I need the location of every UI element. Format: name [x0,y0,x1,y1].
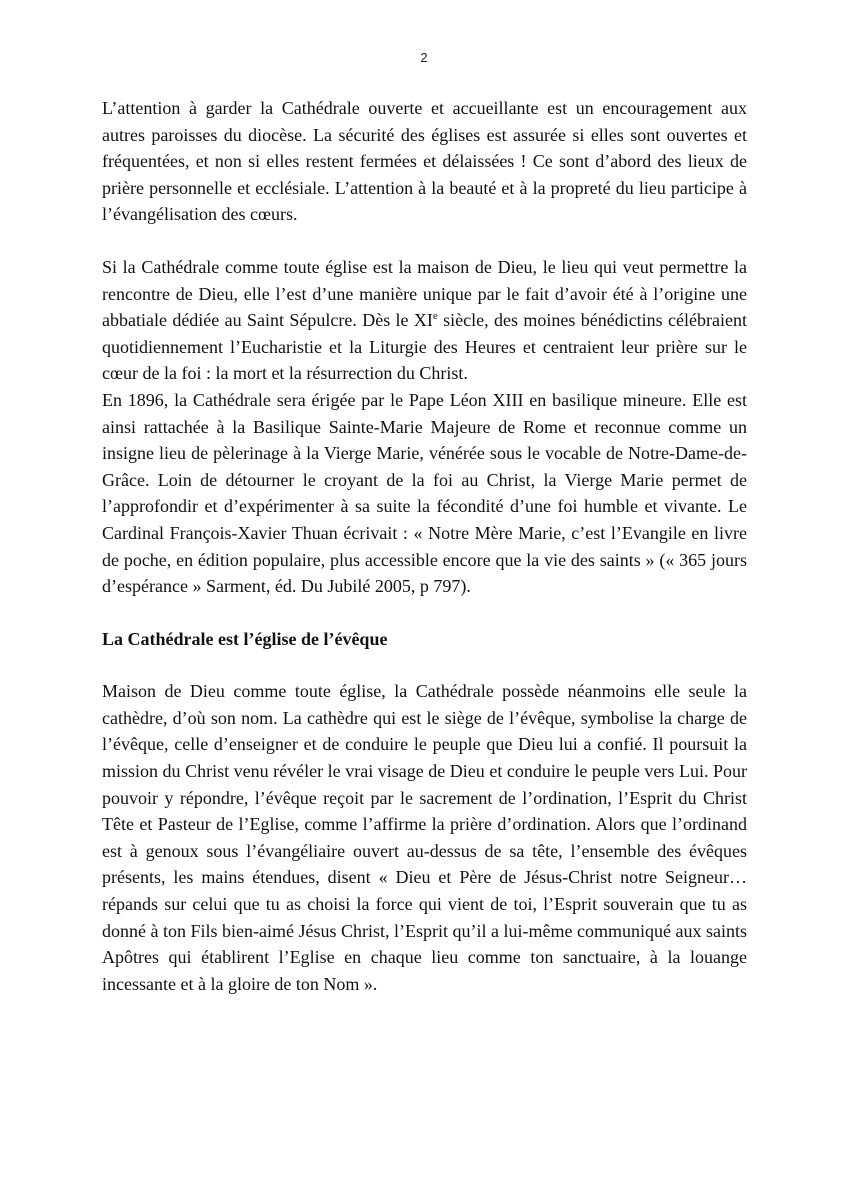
paragraph-text: siècle, des moines bénédictins célébraient quotidiennement l’Eucharistie et la Liturgie des Heures et centraient leur prière sur le cœur de la foi : la mort et la résurrection du Christ. [102,310,747,384]
section-heading: La Cathédrale est l’église de l’évêque [102,628,388,649]
paragraph-text: Si la Cathédrale comme toute église est la maison de Dieu, le lieu qui veut permettre la rencontre de Dieu, elle l’est d’une manière unique par le fait d’avoir été à l’origine une abbatiale dédiée au Saint Sépulcre. Dès le XI [102,256,747,331]
paragraph-gap [102,652,747,678]
paragraph-basilica: En 1896, la Cathédrale sera érigée par le Pape Léon XIII en basilique mineure. Elle est ainsi rattachée à la Basilique Sainte-Marie Majeure de Rome et reconnue comme un insigne lieu de pèlerinage à la Vierge Marie, vénérée sous le vocable de Notre-Dame-de-Grâce. Loin de détourner le croyant de la foi au Christ, la Vierge Marie permet de l’approfondir et d’expérimenter à sa suite la fécondité d’une foi humble et vivante. Le Cardinal François-Xavier Thuan écrivait : « Notre Mère Marie, c’est l’Evangile en livre de poche, en édition populaire, plus accessible encore que la vie des saints » (« 365 jours d’espérance » Sarment, éd. Du Jubilé 2005, p 797). [102,389,747,597]
body-text [102,95,747,997]
paragraph-gap [102,228,747,254]
superscript-e: e [432,310,438,323]
paragraph-open-cathedral: L’attention à garder la Cathédrale ouverte et accueillante est un encouragement aux autres paroisses du diocèse. La sécurité des églises est assurée si elles sont ouvertes et fréquentées, et non si elles restent fermées et délaissées ! Ce sont d’abord des lieux de prière personnelle et ecclésiale. L’attention à la beauté et à la propreté du lieu participe à l’évangélisation des cœurs. [102,98,747,225]
paragraph-house-of-god [102,254,747,387]
paragraph-gap [102,600,747,626]
paragraph-cathedra: Maison de Dieu comme toute église, la Cathédrale possède néanmoins elle seule la cathèdre, d’où son nom. La cathèdre qui est le siège de l’évêque, symbolise la charge de l’évêque, celle d’enseigner et de conduire le peuple que Dieu lui a confié. Il poursuit la mission du Christ venu révéler le vrai visage de Dieu et conduire le peuple vers Lui. Pour pouvoir y répondre, l’évêque reçoit par le sacrement de l’ordination, l’Esprit du Christ Tête et Pasteur de l’Eglise, comme l’affirme la prière d’ordination. Alors que l’ordinand est à genoux sous l’évangéliaire ouvert au-dessus de sa tête, l’ensemble des évêques présents, les mains étendues, disent « Dieu et Père de Jésus-Christ notre Seigneur… répands sur celui que tu as choisi la force qui vient de toi, l’Esprit souverain que tu as donné à ton Fils bien-aimé Jésus Christ, l’Esprit qu’il a lui-même communiqué aux saints Apôtres qui établirent l’Eglise en chaque lieu comme ton sanctuaire, à la louange incessante et à la gloire de ton Nom ». [102,681,747,994]
page-number: 2 [420,50,428,65]
